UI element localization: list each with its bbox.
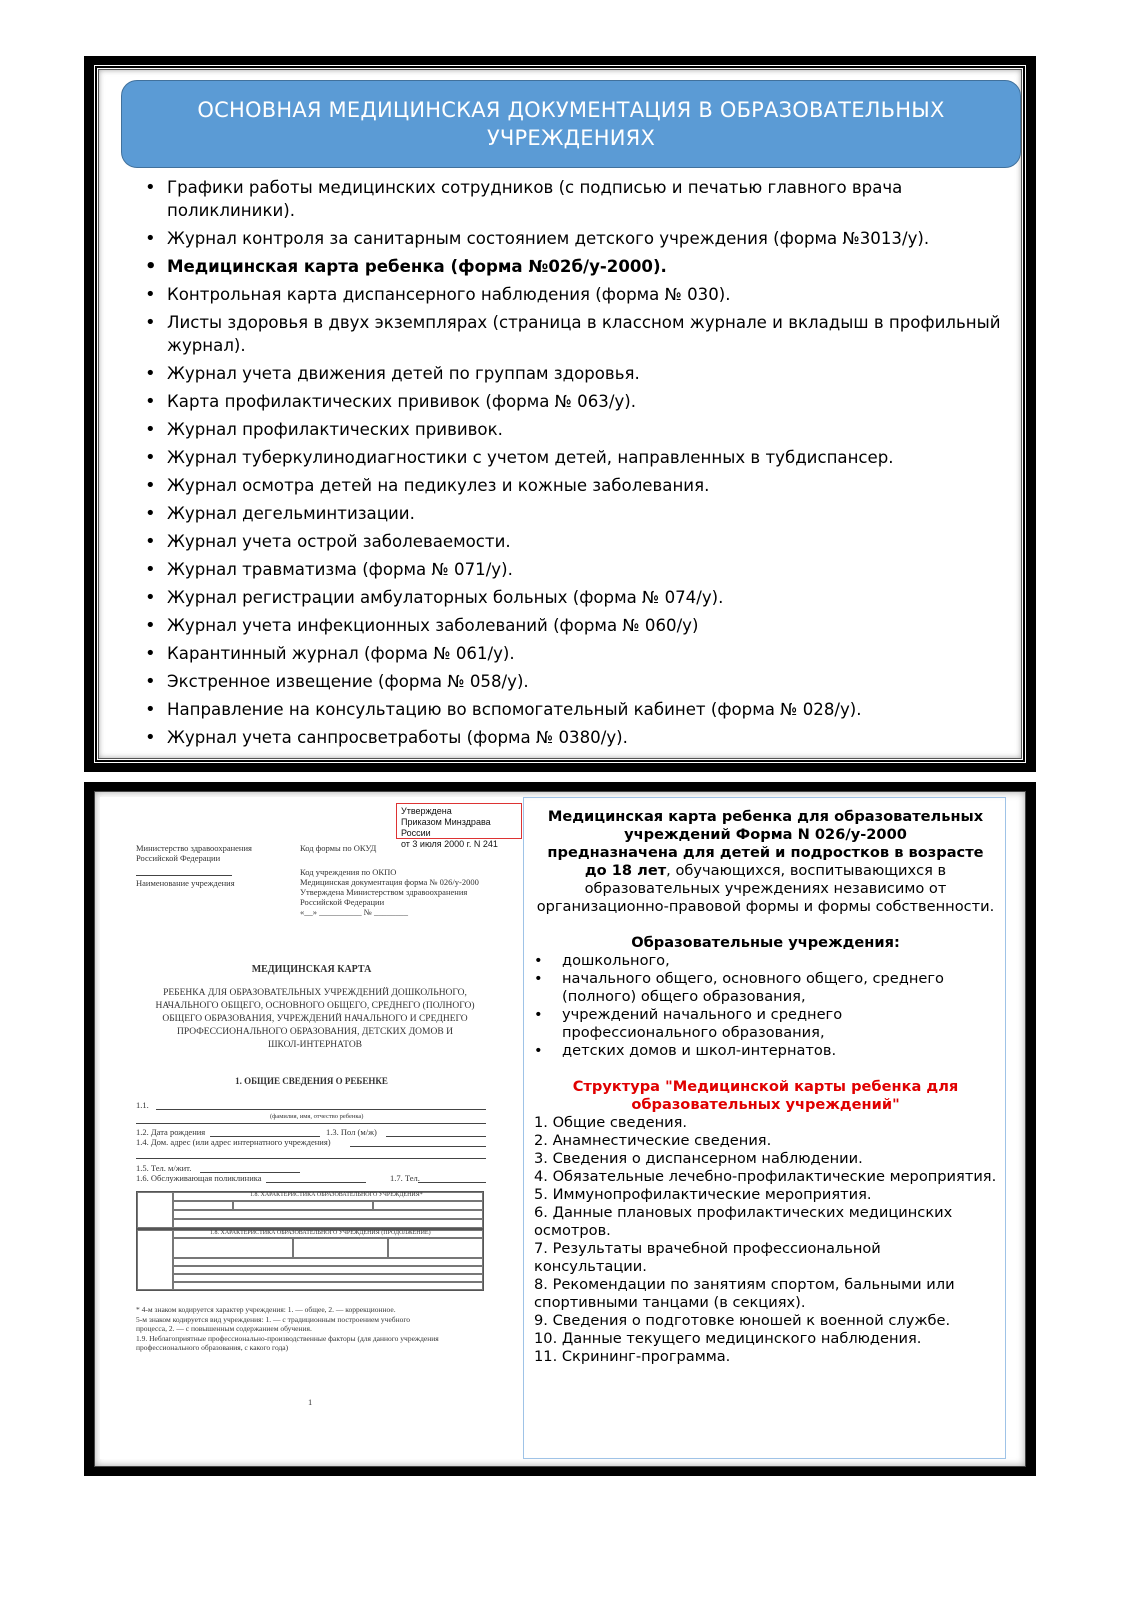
- stamp-line: Приказом Минздрава России: [401, 817, 491, 838]
- table-cell: [293, 1238, 388, 1258]
- list-item: • дошкольного,: [534, 952, 997, 970]
- page-number: 1: [308, 1397, 313, 1407]
- line: [136, 1158, 486, 1159]
- form-026-thumbnail: [100, 797, 524, 1459]
- table-cell: [137, 1230, 173, 1290]
- line: [266, 1182, 366, 1183]
- note-line: 1.9. Неблагоприятные профессионально-производственные факторы (для данного учреждения: [136, 1333, 439, 1343]
- field-1-1: 1.1.: [136, 1100, 149, 1110]
- table-cell: [173, 1238, 293, 1258]
- list-item: 11. Скрининг-программа.: [534, 1348, 731, 1365]
- list-item: • Журнал травматизма (форма № 071/у).: [143, 558, 1003, 581]
- slide-documentation-list: [84, 56, 1036, 772]
- field-1-4: 1.4. Дом. адрес (или адрес интернатного учреждения): [136, 1137, 331, 1147]
- table-cell: [173, 1210, 483, 1219]
- table-cell: [137, 1192, 173, 1228]
- table-cell: [373, 1201, 483, 1210]
- list-item: • Листы здоровья в двух экземплярах (страница в классном журнале и вкладыш в профильный журнал).: [143, 311, 1003, 357]
- line: [418, 1182, 486, 1183]
- table-cell: [233, 1201, 373, 1210]
- table-cell: [173, 1258, 483, 1266]
- doc-info-line: Утверждена Министерством здравоохранения: [300, 887, 468, 897]
- institutions-title: Образовательные учреждения:: [631, 934, 900, 951]
- okpo-label: Код учреждения по ОКПО: [300, 867, 397, 877]
- ministry-line: Российской Федерации: [136, 853, 221, 863]
- list-item: • Карта профилактических прививок (форма № 063/у).: [143, 390, 1003, 413]
- field-1-3: 1.3. Пол (м/ж): [326, 1127, 377, 1137]
- form-subtitle-line: ШКОЛ-ИНТЕРНАТОВ: [267, 1040, 363, 1050]
- field-1-7: 1.7. Тел.: [390, 1173, 420, 1183]
- panel-heading: [534, 808, 997, 916]
- slide-inner: [94, 65, 1026, 763]
- list-item: • Графики работы медицинских сотрудников (с подписью и печатью главного врача поликлиники).: [143, 176, 1003, 222]
- list-item: • учреждений начального и среднего профессионального образования,: [534, 1006, 997, 1042]
- slide-title: ОСНОВНАЯ МЕДИЦИНСКАЯ ДОКУМЕНТАЦИЯ В ОБРАЗОВАТЕЛЬНЫХ УЧРЕЖДЕНИЯХ: [121, 80, 1021, 168]
- list-item: 1. Общие сведения.: [534, 1114, 688, 1131]
- panel-heading-bold-2: предназначена для детей и подростков в возрасте до 18 лет: [547, 844, 984, 879]
- list-item: • Журнал осмотра детей на педикулез и кожные заболевания.: [143, 474, 1003, 497]
- list-item: • Журнал контроля за санитарным состоянием детского учреждения (форма №3013/у).: [143, 227, 1003, 250]
- documentation-list: [143, 176, 1003, 754]
- line: [136, 875, 232, 876]
- form-section-title: 1. ОБЩИЕ СВЕДЕНИЯ О РЕБЕНКЕ: [235, 1076, 388, 1086]
- note-line: профессионального образования, с какого года): [136, 1343, 289, 1352]
- list-item: 3. Сведения о диспансерном наблюдении.: [534, 1150, 863, 1167]
- slide-frame: [98, 69, 1022, 759]
- structure-list: [534, 1114, 997, 1366]
- ministry-line: Министерство здравоохранения: [136, 843, 252, 853]
- slide-frame: [94, 791, 1026, 1467]
- list-item: • Журнал учета санпросветработы (форма № 0380/у).: [143, 726, 1003, 749]
- form-notes: [136, 1305, 439, 1353]
- list-item: • Журнал учета движения детей по группам здоровья.: [143, 362, 1003, 385]
- field-1-5: 1.5. Тел. м/жит.: [136, 1163, 192, 1173]
- list-item: • Журнал дегельминтизации.: [143, 502, 1003, 525]
- card-description-panel: [523, 797, 1006, 1459]
- stamp-line: Утверждена: [401, 806, 452, 816]
- list-item: • Медицинская карта ребенка (форма №02б/у-2000).: [143, 255, 1003, 278]
- table-cell: [173, 1274, 483, 1282]
- note-line: * 4-м знаком кодируется характер учреждения: 1. — общее, 2. — коррекционное.: [136, 1305, 396, 1314]
- list-item: • Карантинный журнал (форма № 061/у).: [143, 642, 1003, 665]
- list-item: 8. Рекомендации по занятиям спортом, бальными или спортивными танцами (в секциях).: [534, 1276, 955, 1311]
- stamp-line: от 3 июля 2000 г. N 241: [401, 839, 498, 849]
- field-1-6: 1.6. Обслуживающая поликлиника: [136, 1173, 262, 1183]
- note-line: 5-м знаком кодируется вид учреждения: 1. — с традиционным построением учебного: [136, 1314, 410, 1324]
- approval-stamp: [396, 803, 522, 849]
- list-item: 10. Данные текущего медицинского наблюдения.: [534, 1330, 922, 1347]
- institution-table-2: [136, 1229, 484, 1291]
- list-item: • Журнал регистрации амбулаторных больных (форма № 074/у).: [143, 586, 1003, 609]
- form-subtitle-line: РЕБЕНКА ДЛЯ ОБРАЗОВАТЕЛЬНЫХ УЧРЕЖДЕНИЙ ДОШКОЛЬНОГО,: [163, 988, 467, 998]
- form-subtitle: [140, 987, 490, 1052]
- line: [136, 1123, 486, 1124]
- list-item: • детских домов и школ-интернатов.: [534, 1042, 997, 1060]
- list-item: • начального общего, основного общего, среднего (полного) общего образования,: [534, 970, 997, 1006]
- list-item: 4. Обязательные лечебно-профилактические мероприятия.: [534, 1168, 997, 1185]
- line: [386, 1136, 486, 1137]
- table-cell: [388, 1238, 483, 1258]
- list-item: • Направление на консультацию во вспомогательный кабинет (форма № 028/у).: [143, 698, 1003, 721]
- table-2-header: 1.8. ХАРАКТЕРИСТИКА ОБРАЗОВАТЕЛЬНОГО УЧРЕЖДЕНИЯ (ПРОДОЛЖЕНИЕ): [210, 1230, 431, 1236]
- list-item: • Журнал учета инфекционных заболеваний (форма № 060/у): [143, 614, 1003, 637]
- table-cell: [173, 1282, 483, 1290]
- form-subtitle-line: НАЧАЛЬНОГО ОБЩЕГО, ОСНОВНОГО ОБЩЕГО, СРЕДНЕГО (ПОЛНОГО): [155, 1001, 475, 1011]
- doc-info-line: «__» __________ № ________: [300, 907, 408, 917]
- doc-info-line: Медицинская документация форма № 026/у-2000: [300, 877, 479, 887]
- line: [350, 1146, 486, 1147]
- form-subtitle-line: ПРОФЕССИОНАЛЬНОГО ОБРАЗОВАНИЯ, ДЕТСКИХ ДОМОВ И: [177, 1027, 453, 1037]
- institution-label: Наименование учреждения: [136, 878, 235, 888]
- form-title: МЕДИЦИНСКАЯ КАРТА: [251, 964, 372, 975]
- list-item: 7. Результаты врачебной профессиональной консультации.: [534, 1240, 881, 1275]
- list-item: • Журнал профилактических прививок.: [143, 418, 1003, 441]
- table-1-header: 1.8. ХАРАКТЕРИСТИКА ОБРАЗОВАТЕЛЬНОГО УЧРЕЖДЕНИЯ*: [250, 1192, 423, 1198]
- table-cell: [173, 1201, 233, 1210]
- okud-label: Код формы по ОКУД: [300, 843, 377, 853]
- panel-heading-bold: Медицинская карта ребенка для образовательных учреждений Форма N 026/у-2000: [547, 808, 984, 843]
- list-item: 6. Данные плановых профилактических медицинских осмотров.: [534, 1204, 953, 1239]
- field-1-2: 1.2. Дата рождения: [136, 1127, 206, 1137]
- line: [156, 1109, 486, 1110]
- form-subtitle-line: ОБЩЕГО ОБРАЗОВАНИЯ, УЧРЕЖДЕНИЙ НАЧАЛЬНОГО И СРЕДНЕГО: [162, 1014, 468, 1024]
- list-item: • Контрольная карта диспансерного наблюдения (форма № 030).: [143, 283, 1003, 306]
- list-item: • Журнал учета острой заболеваемости.: [143, 530, 1003, 553]
- field-1-1-hint: (фамилия, имя, отчество ребенка): [270, 1113, 364, 1120]
- list-item: • Журнал туберкулинодиагностики с учетом детей, направленных в тубдиспансер.: [143, 446, 1003, 469]
- structure-title: Структура "Медицинской карты ребенка для образовательных учреждений": [572, 1078, 959, 1113]
- list-item: 9. Сведения о подготовке юношей к военной службе.: [534, 1312, 951, 1329]
- slide-medical-card: [84, 782, 1036, 1476]
- panel-heading-rest: , обучающихся, воспитывающихся в образовательных учреждениях независимо от организационно-правовой формы и формы собственности.: [536, 862, 995, 915]
- note-line: процесса, 2. — с повышенным содержанием обучения.: [136, 1324, 312, 1333]
- institutions-list: [534, 952, 997, 1060]
- list-item: 2. Анамнестические сведения.: [534, 1132, 772, 1149]
- doc-info: [300, 877, 479, 917]
- table-cell: [173, 1219, 483, 1228]
- ministry-label: [136, 843, 252, 863]
- table-cell: [173, 1266, 483, 1274]
- list-item: • Экстренное извещение (форма № 058/у).: [143, 670, 1003, 693]
- doc-info-line: Российской Федерации: [300, 897, 385, 907]
- list-item: 5. Иммунопрофилактические мероприятия.: [534, 1186, 872, 1203]
